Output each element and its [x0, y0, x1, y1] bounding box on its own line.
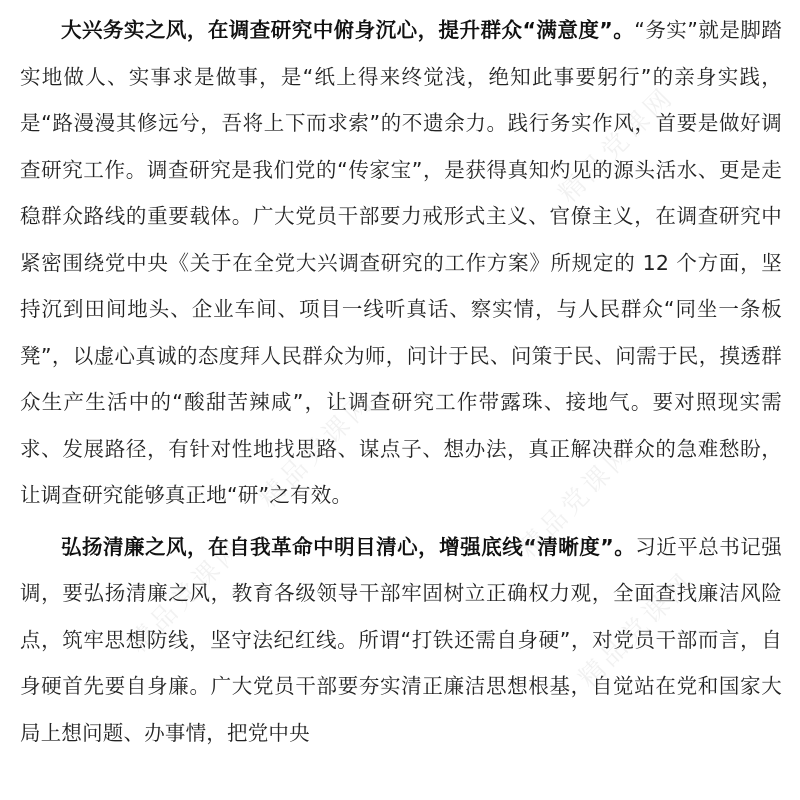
- paragraph-lead: 弘扬清廉之风，在自我革命中明目清心，增强底线“清晰度”。: [61, 534, 636, 559]
- paragraph-lead: 大兴务实之风，在调查研究中俯身沉心，提升群众“满意度”。: [61, 18, 635, 42]
- paragraph-integrity-style: [20, 524, 782, 757]
- watermark: 精品党课网: [513, 436, 641, 564]
- article-body: [20, 7, 782, 761]
- paragraph-text: 习近平总书记强调，要弘扬清廉之风，教育各级领导干部牢固树立正确权力观，全面查找廉洁风险点，筑牢思想防线，坚守法纪红线。所谓“打铁还需自身硬”，对党员干部而言，自身硬首先要自身廉。广大党员干部要夯实清正廉洁思想根基，自觉站在党和国家大局上想问题、办事情，把党中央: [20, 534, 782, 745]
- watermark: 精品党课网: [253, 386, 381, 514]
- watermark: 精品党课网: [123, 531, 251, 659]
- paragraph-pragmatic-style: [20, 7, 782, 519]
- watermark: 精品党课网: [553, 81, 681, 209]
- paragraph-text: “务实”就是脚踏实地做人、实事求是做事，是“纸上得来终觉浅，绝知此事要躬行”的亲身实践，是“路漫漫其修远兮，吾将上下而求索”的不遗余力。践行务实作风，首要是做好调查研究工作。调查研究是我们党的“传家宝”，是获得真知灼见的源头活水、更是走稳群众路线的重要载体。广大党员干部要力戒形式主义、官僚主义，在调查研究中紧密围绕党中央《关于在全党大兴调查研究的工作方案》所规定的 12 个方面，坚持沉到田间地头、企业车间、项目一线听真话、察实情，与人民群众“同坐一条板凳”，以虚心真诚的态度拜人民群众为师，问计于民、问策于民、问需于民，摸透群众生产生活中的“酸甜苦辣咸”，让调查研究工作带露珠、接地气。要对照现实需求、发展路径，有针对性地找思路、谋点子、想办法，真正解决群众的急难愁盼，让调查研究能够真正地“研”之有效。: [20, 18, 782, 507]
- watermark: 精品党课网: [573, 566, 701, 694]
